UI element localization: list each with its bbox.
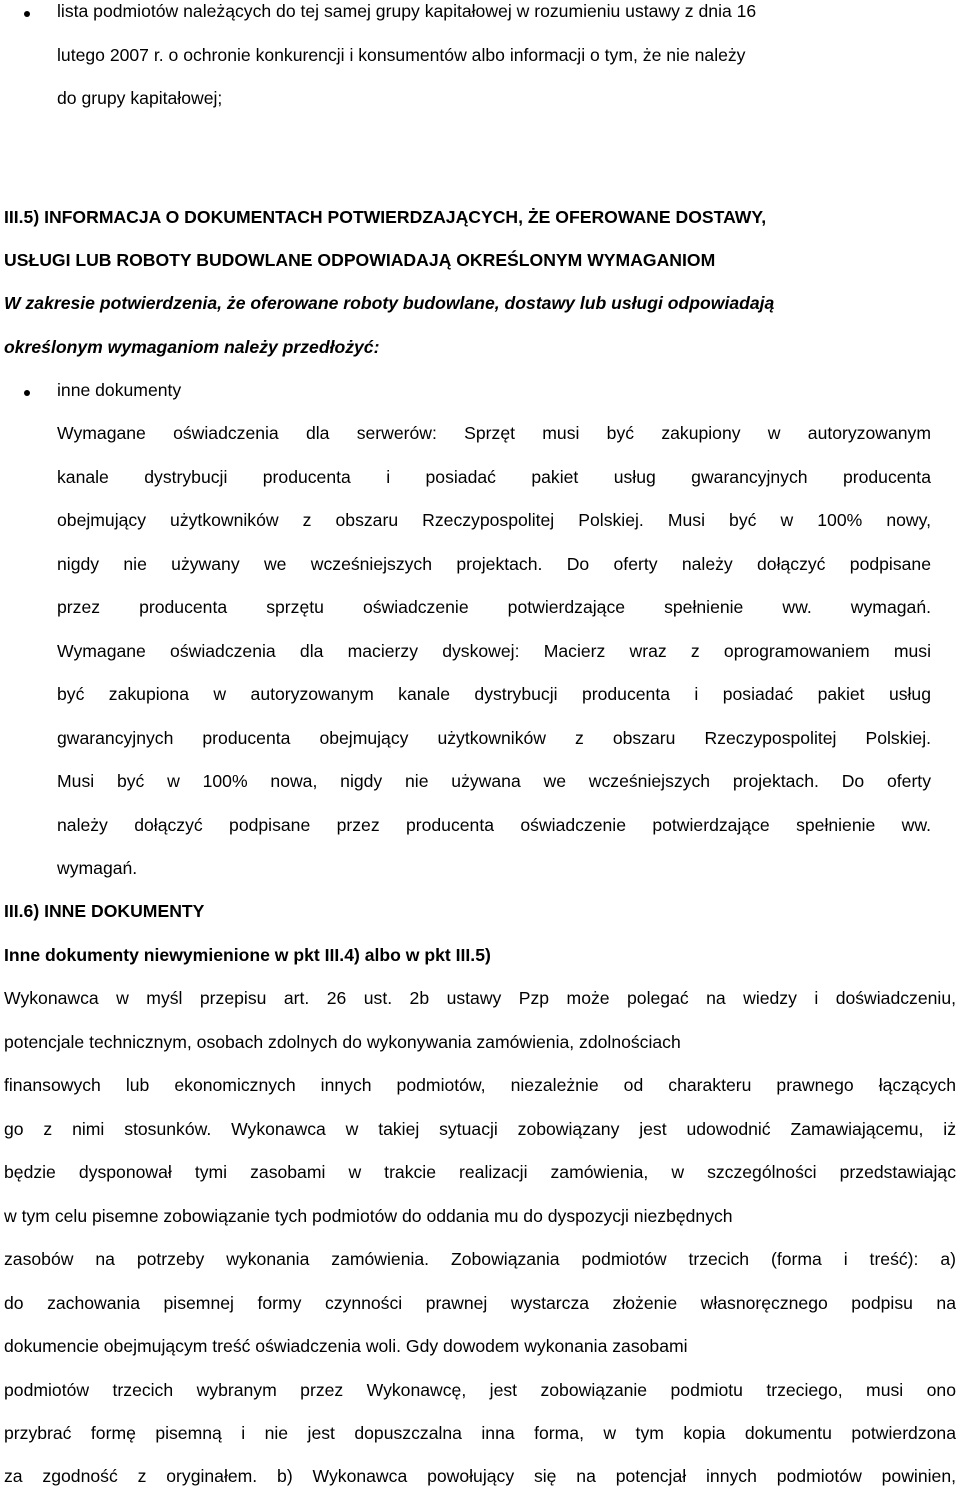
- body-line: przez producenta sprzętu oświadczenie potwierdzające spełnienie ww. wymagań.: [57, 597, 931, 617]
- intro-line: W zakresie potwierdzenia, że oferowane roboty budowlane, dostawy lub usługi odpowiadają: [4, 293, 775, 313]
- body-line: go z nimi stosunków. Wykonawca w takiej sytuacji zobowiązany jest udowodnić Zamawiającemu, iż: [4, 1119, 956, 1139]
- body-line: będzie dysponował tymi zasobami w trakcie realizacji zamówienia, w szczególności przedstawiając: [4, 1162, 956, 1182]
- body-line: gwarancyjnych producenta obejmujący użytkowników z obszaru Rzeczypospolitej Polskiej.: [57, 728, 931, 748]
- bullet-label: inne dokumenty: [57, 380, 182, 400]
- body-line: kanale dystrybucji producenta i posiadać pakiet usług gwarancyjnych producenta: [57, 467, 931, 487]
- body-line: należy dołączyć podpisane przez producenta oświadczenie potwierdzające spełnienie ww.: [57, 815, 931, 835]
- body-line: być zakupiona w autoryzowanym kanale dystrybucji producenta i posiadać pakiet usług: [57, 684, 931, 704]
- section-subheading: Inne dokumenty niewymienione w pkt III.4) albo w pkt III.5): [4, 945, 491, 965]
- body-line: Wymagane oświadczenia dla serwerów: Sprzęt musi być zakupiony w autoryzowanym: [57, 423, 931, 443]
- body-line: potencjale technicznym, osobach zdolnych do wykonywania zamówienia, zdolnościach: [4, 1032, 681, 1052]
- section-heading: III.6) INNE DOKUMENTY: [4, 901, 205, 921]
- body-line: w tym celu pisemne zobowiązanie tych podmiotów do oddania mu do dyspozycji niezbędnych: [4, 1206, 733, 1226]
- body-line: zasobów na potrzeby wykonania zamówienia. Zobowiązania podmiotów trzecich (forma i treść): a): [4, 1249, 956, 1269]
- body-line: dokumencie obejmującym treść oświadczenia woli. Gdy dowodem wykonania zasobami: [4, 1336, 688, 1356]
- bullet-icon: [24, 11, 30, 17]
- body-line: Musi być w 100% nowa, nigdy nie używana we wcześniejszych projektach. Do oferty: [57, 771, 931, 791]
- section-heading-line: III.5) INFORMACJA O DOKUMENTACH POTWIERDZAJĄCYCH, ŻE OFEROWANE DOSTAWY,: [4, 207, 767, 227]
- bullet-text-line: lista podmiotów należących do tej samej grupy kapitałowej w rozumieniu ustawy z dnia 16: [57, 1, 757, 21]
- body-line: za zgodność z oryginałem. b) Wykonawca powołujący się na potencjał innych podmiotów powinien,: [4, 1466, 956, 1486]
- section-heading-line: USŁUGI LUB ROBOTY BUDOWLANE ODPOWIADAJĄ OKREŚLONYM WYMAGANIOM: [4, 250, 716, 270]
- body-line: nigdy nie używany we wcześniejszych projektach. Do oferty należy dołączyć podpisane: [57, 554, 931, 574]
- body-line: finansowych lub ekonomicznych innych podmiotów, niezależnie od charakteru prawnego łączących: [4, 1075, 956, 1095]
- bullet-text-line: lutego 2007 r. o ochronie konkurencji i konsumentów albo informacji o tym, że nie należy: [57, 45, 746, 65]
- body-line: Wykonawca w myśl przepisu art. 26 ust. 2b ustawy Pzp może polegać na wiedzy i doświadczeniu,: [4, 988, 956, 1008]
- body-line: podmiotów trzecich wybranym przez Wykonawcę, jest zobowiązanie podmiotu trzeciego, musi ono: [4, 1380, 956, 1400]
- body-line: Wymagane oświadczenia dla macierzy dyskowej: Macierz wraz z oprogramowaniem musi: [57, 641, 931, 661]
- intro-line: określonym wymaganiom należy przedłożyć:: [4, 337, 380, 357]
- body-line: wymagań.: [57, 858, 138, 878]
- body-line: obejmujący użytkowników z obszaru Rzeczypospolitej Polskiej. Musi być w 100% nowy,: [57, 510, 931, 530]
- body-line: przybrać formę pisemną i nie jest dopuszczalna inna forma, w tym kopia dokumentu potwierdzona: [4, 1423, 956, 1443]
- body-line: do zachowania pisemnej formy czynności prawnej wystarcza złożenie własnoręcznego podpisu na: [4, 1293, 956, 1313]
- bullet-text-line: do grupy kapitałowej;: [57, 88, 223, 108]
- bullet-icon: [24, 390, 30, 396]
